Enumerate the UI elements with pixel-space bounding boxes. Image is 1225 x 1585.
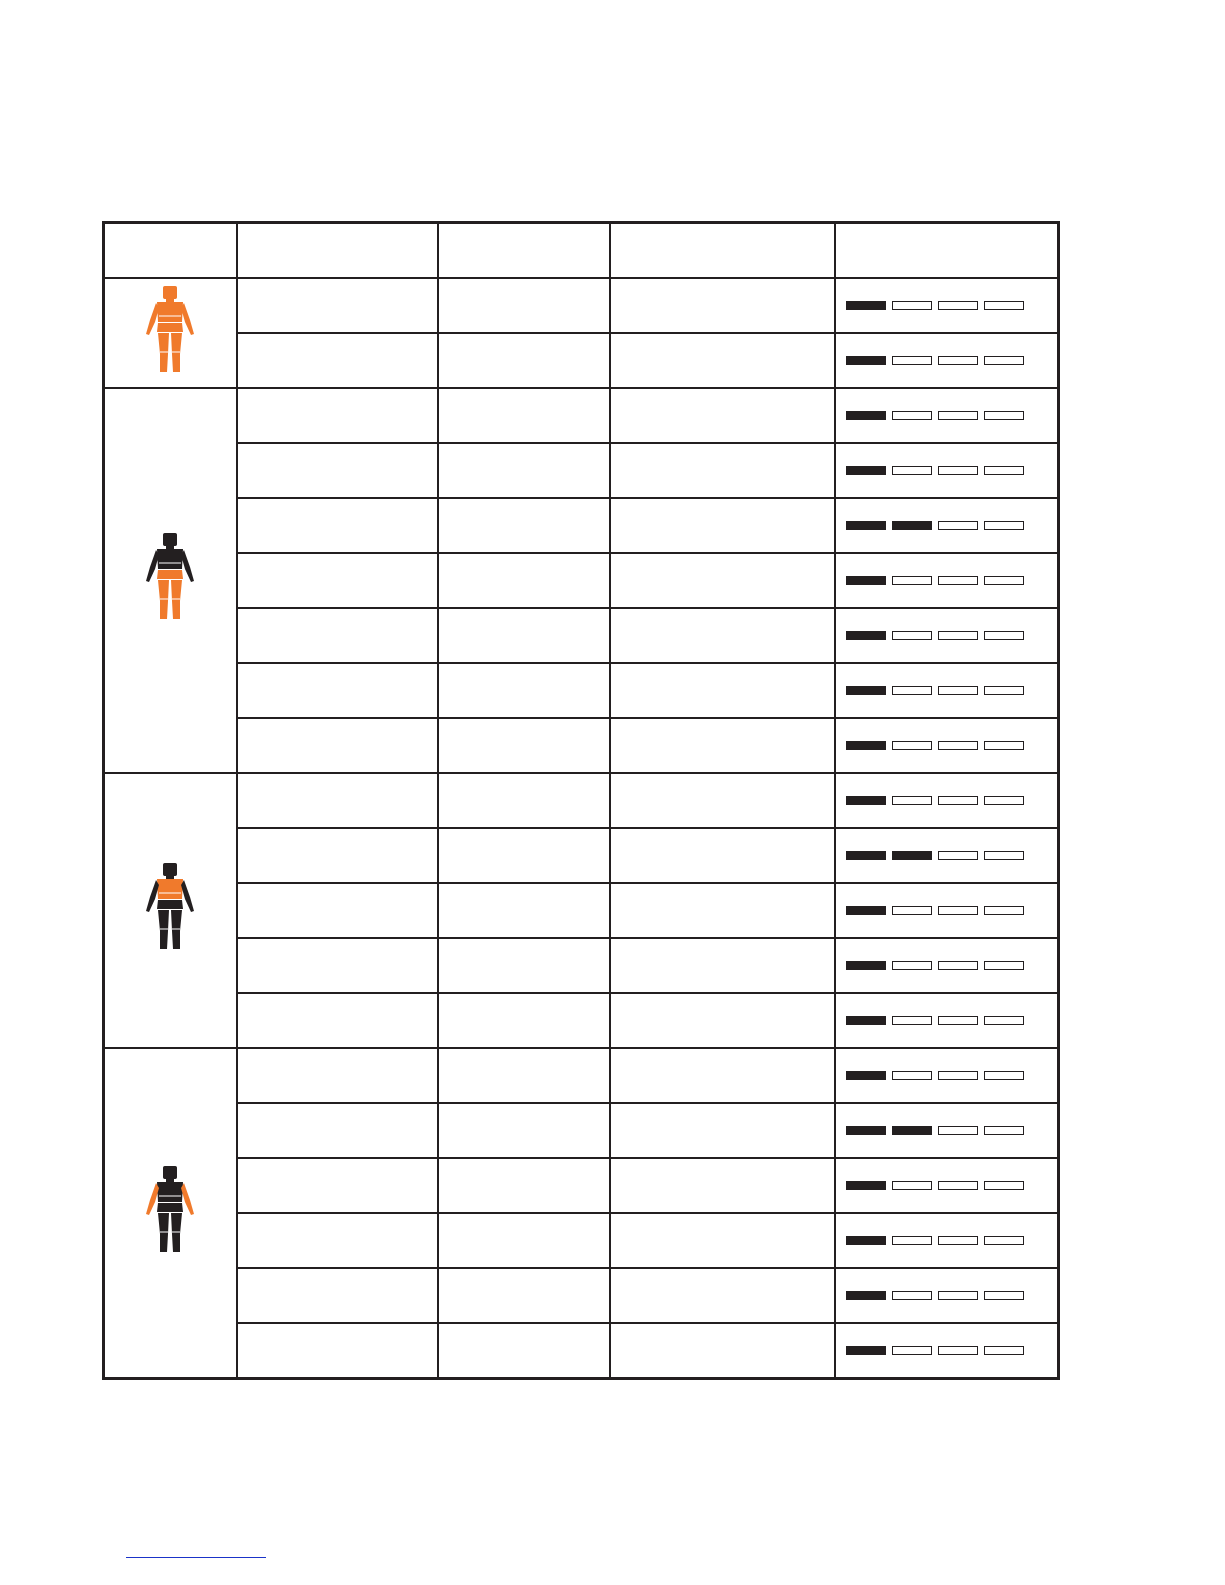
table-cell	[610, 553, 835, 608]
table-row	[104, 388, 1059, 443]
table-cell	[610, 1048, 835, 1103]
meter-segment-filled	[846, 1071, 886, 1080]
meter-segment-empty	[984, 741, 1024, 750]
meter-segment-empty	[984, 301, 1024, 310]
level-cell	[835, 828, 1059, 883]
meter-segment-empty	[938, 631, 978, 640]
table-cell	[237, 1268, 438, 1323]
level-cell	[835, 1323, 1059, 1379]
level-cell	[835, 663, 1059, 718]
table-cell	[438, 718, 610, 773]
meter-segment-empty	[984, 686, 1024, 695]
table-row	[104, 1323, 1059, 1379]
level-meter	[836, 906, 1058, 915]
level-meter	[836, 1346, 1058, 1355]
meter-segment-empty	[984, 796, 1024, 805]
meter-segment-empty	[892, 411, 932, 420]
table-cell	[610, 773, 835, 828]
table-row	[104, 608, 1059, 663]
meter-segment-empty	[938, 356, 978, 365]
meter-segment-filled	[892, 851, 932, 860]
table-cell	[237, 333, 438, 388]
meter-segment-empty	[938, 1016, 978, 1025]
body-figure-arms-highlight-icon	[104, 1048, 237, 1379]
table-cell	[237, 553, 438, 608]
meter-segment-filled	[846, 851, 886, 860]
table-cell	[237, 1323, 438, 1379]
meter-segment-filled	[846, 1291, 886, 1300]
table-cell	[237, 608, 438, 663]
table-cell	[610, 663, 835, 718]
meter-segment-filled	[846, 576, 886, 585]
table-cell	[237, 938, 438, 993]
level-meter	[836, 741, 1058, 750]
meter-segment-filled	[846, 1181, 886, 1190]
footer-link-underline[interactable]	[126, 1557, 266, 1558]
level-cell	[835, 388, 1059, 443]
level-meter	[836, 686, 1058, 695]
table-cell	[237, 663, 438, 718]
meter-segment-empty	[938, 301, 978, 310]
level-cell	[835, 1213, 1059, 1268]
level-cell	[835, 938, 1059, 993]
meter-segment-filled	[846, 906, 886, 915]
table-cell	[610, 1323, 835, 1379]
table-row	[104, 553, 1059, 608]
table-cell	[438, 278, 610, 333]
meter-segment-empty	[892, 1181, 932, 1190]
meter-segment-empty	[892, 301, 932, 310]
level-meter	[836, 411, 1058, 420]
table-cell	[237, 828, 438, 883]
table-cell	[438, 1048, 610, 1103]
level-cell	[835, 1103, 1059, 1158]
level-cell	[835, 608, 1059, 663]
meter-segment-empty	[984, 1071, 1024, 1080]
level-cell	[835, 883, 1059, 938]
table-cell	[438, 993, 610, 1048]
level-meter	[836, 1291, 1058, 1300]
meter-segment-empty	[938, 576, 978, 585]
meter-segment-empty	[892, 961, 932, 970]
level-cell	[835, 498, 1059, 553]
table-cell	[438, 828, 610, 883]
table-cell	[610, 498, 835, 553]
level-meter	[836, 1181, 1058, 1190]
meter-segment-empty	[892, 631, 932, 640]
level-cell	[835, 443, 1059, 498]
table-row	[104, 1103, 1059, 1158]
table-cell	[610, 1213, 835, 1268]
meter-segment-empty	[984, 1236, 1024, 1245]
level-cell	[835, 278, 1059, 333]
table-cell	[237, 1158, 438, 1213]
table-cell	[438, 553, 610, 608]
table-cell	[237, 1103, 438, 1158]
meter-segment-empty	[938, 796, 978, 805]
meter-segment-empty	[938, 1071, 978, 1080]
meter-segment-empty	[892, 1016, 932, 1025]
meter-segment-empty	[984, 466, 1024, 475]
meter-segment-empty	[938, 906, 978, 915]
meter-segment-empty	[892, 576, 932, 585]
meter-segment-filled	[846, 521, 886, 530]
level-cell	[835, 773, 1059, 828]
table-row	[104, 1268, 1059, 1323]
meter-segment-empty	[984, 631, 1024, 640]
meter-segment-empty	[938, 1126, 978, 1135]
table-row	[104, 1213, 1059, 1268]
meter-segment-filled	[846, 301, 886, 310]
table-cell	[610, 938, 835, 993]
table-cell	[438, 773, 610, 828]
meter-segment-empty	[892, 1346, 932, 1355]
table-cell	[438, 1213, 610, 1268]
header-cell-col3	[438, 223, 610, 279]
table-cell	[610, 388, 835, 443]
table-cell	[610, 608, 835, 663]
level-meter	[836, 961, 1058, 970]
level-meter	[836, 796, 1058, 805]
meter-segment-filled	[892, 521, 932, 530]
meter-segment-empty	[984, 356, 1024, 365]
table-row	[104, 883, 1059, 938]
meter-segment-empty	[938, 1291, 978, 1300]
meter-segment-empty	[984, 576, 1024, 585]
meter-segment-empty	[938, 521, 978, 530]
meter-segment-filled	[846, 961, 886, 970]
level-meter	[836, 356, 1058, 365]
level-cell	[835, 1268, 1059, 1323]
meter-segment-empty	[984, 851, 1024, 860]
level-cell	[835, 718, 1059, 773]
table-cell	[237, 498, 438, 553]
meter-segment-empty	[938, 411, 978, 420]
meter-segment-empty	[984, 1181, 1024, 1190]
meter-segment-empty	[892, 741, 932, 750]
table-row	[104, 663, 1059, 718]
table-cell	[610, 278, 835, 333]
table-cell	[438, 443, 610, 498]
table-cell	[237, 773, 438, 828]
table-cell	[438, 1158, 610, 1213]
table-body	[104, 223, 1059, 1379]
meter-segment-filled	[846, 1346, 886, 1355]
meter-segment-empty	[892, 686, 932, 695]
level-cell	[835, 1158, 1059, 1213]
level-meter	[836, 1016, 1058, 1025]
meter-segment-empty	[938, 686, 978, 695]
level-cell	[835, 1048, 1059, 1103]
meter-segment-empty	[892, 466, 932, 475]
meter-segment-filled	[846, 466, 886, 475]
table-cell	[610, 993, 835, 1048]
table-cell	[610, 1158, 835, 1213]
table-cell	[438, 498, 610, 553]
meter-segment-empty	[984, 1016, 1024, 1025]
intensity-table	[102, 221, 1060, 1380]
table-cell	[237, 883, 438, 938]
table-row	[104, 938, 1059, 993]
header-cell-col4	[610, 223, 835, 279]
meter-segment-filled	[846, 1236, 886, 1245]
level-meter	[836, 466, 1058, 475]
table-cell	[237, 1213, 438, 1268]
meter-segment-filled	[846, 1016, 886, 1025]
table-row	[104, 333, 1059, 388]
meter-segment-filled	[846, 741, 886, 750]
meter-segment-empty	[938, 1236, 978, 1245]
table-cell	[237, 278, 438, 333]
table-row	[104, 1048, 1059, 1103]
meter-segment-empty	[938, 851, 978, 860]
meter-segment-empty	[938, 961, 978, 970]
table-cell	[438, 333, 610, 388]
table-row	[104, 278, 1059, 333]
meter-segment-empty	[892, 1071, 932, 1080]
header-row	[104, 223, 1059, 279]
table-cell	[438, 1103, 610, 1158]
meter-segment-empty	[938, 466, 978, 475]
level-meter	[836, 631, 1058, 640]
table-row	[104, 498, 1059, 553]
level-meter	[836, 576, 1058, 585]
table-cell	[438, 938, 610, 993]
table-cell	[237, 718, 438, 773]
level-meter	[836, 1126, 1058, 1135]
meter-segment-filled	[846, 631, 886, 640]
table-cell	[237, 443, 438, 498]
meter-segment-empty	[984, 906, 1024, 915]
level-meter	[836, 521, 1058, 530]
table-row	[104, 993, 1059, 1048]
meter-segment-empty	[984, 521, 1024, 530]
table-row	[104, 718, 1059, 773]
level-cell	[835, 993, 1059, 1048]
body-figure-lower-body-highlight-icon	[104, 388, 237, 773]
table-cell	[610, 333, 835, 388]
table-row	[104, 443, 1059, 498]
table-row	[104, 828, 1059, 883]
meter-segment-filled	[846, 796, 886, 805]
table-cell	[438, 608, 610, 663]
table-cell	[610, 718, 835, 773]
level-meter	[836, 851, 1058, 860]
meter-segment-filled	[892, 1126, 932, 1135]
table-row	[104, 1158, 1059, 1213]
table-cell	[237, 1048, 438, 1103]
table-cell	[438, 1323, 610, 1379]
table-cell	[438, 1268, 610, 1323]
meter-segment-empty	[984, 1291, 1024, 1300]
level-meter	[836, 1236, 1058, 1245]
meter-segment-filled	[846, 1126, 886, 1135]
level-cell	[835, 553, 1059, 608]
body-figure-full-highlight-icon	[104, 278, 237, 388]
table-cell	[610, 883, 835, 938]
body-figure-torso-highlight-icon	[104, 773, 237, 1048]
table-row	[104, 773, 1059, 828]
meter-segment-empty	[938, 1181, 978, 1190]
meter-segment-filled	[846, 411, 886, 420]
level-meter	[836, 1071, 1058, 1080]
meter-segment-empty	[984, 411, 1024, 420]
meter-segment-filled	[846, 356, 886, 365]
table-cell	[438, 663, 610, 718]
meter-segment-empty	[938, 1346, 978, 1355]
table-cell	[237, 388, 438, 443]
table-cell	[610, 828, 835, 883]
table-cell	[610, 443, 835, 498]
meter-segment-empty	[892, 796, 932, 805]
level-cell	[835, 333, 1059, 388]
level-meter	[836, 301, 1058, 310]
meter-segment-filled	[846, 686, 886, 695]
meter-segment-empty	[892, 1236, 932, 1245]
table-cell	[438, 883, 610, 938]
meter-segment-empty	[984, 1346, 1024, 1355]
meter-segment-empty	[984, 1126, 1024, 1135]
meter-segment-empty	[892, 356, 932, 365]
meter-segment-empty	[892, 1291, 932, 1300]
meter-segment-empty	[984, 961, 1024, 970]
table-cell	[438, 388, 610, 443]
meter-segment-empty	[892, 906, 932, 915]
table-cell	[610, 1268, 835, 1323]
header-cell-level	[835, 223, 1059, 279]
table-cell	[237, 993, 438, 1048]
meter-segment-empty	[938, 741, 978, 750]
header-cell-col2	[237, 223, 438, 279]
table-cell	[610, 1103, 835, 1158]
header-cell-figure	[104, 223, 237, 279]
